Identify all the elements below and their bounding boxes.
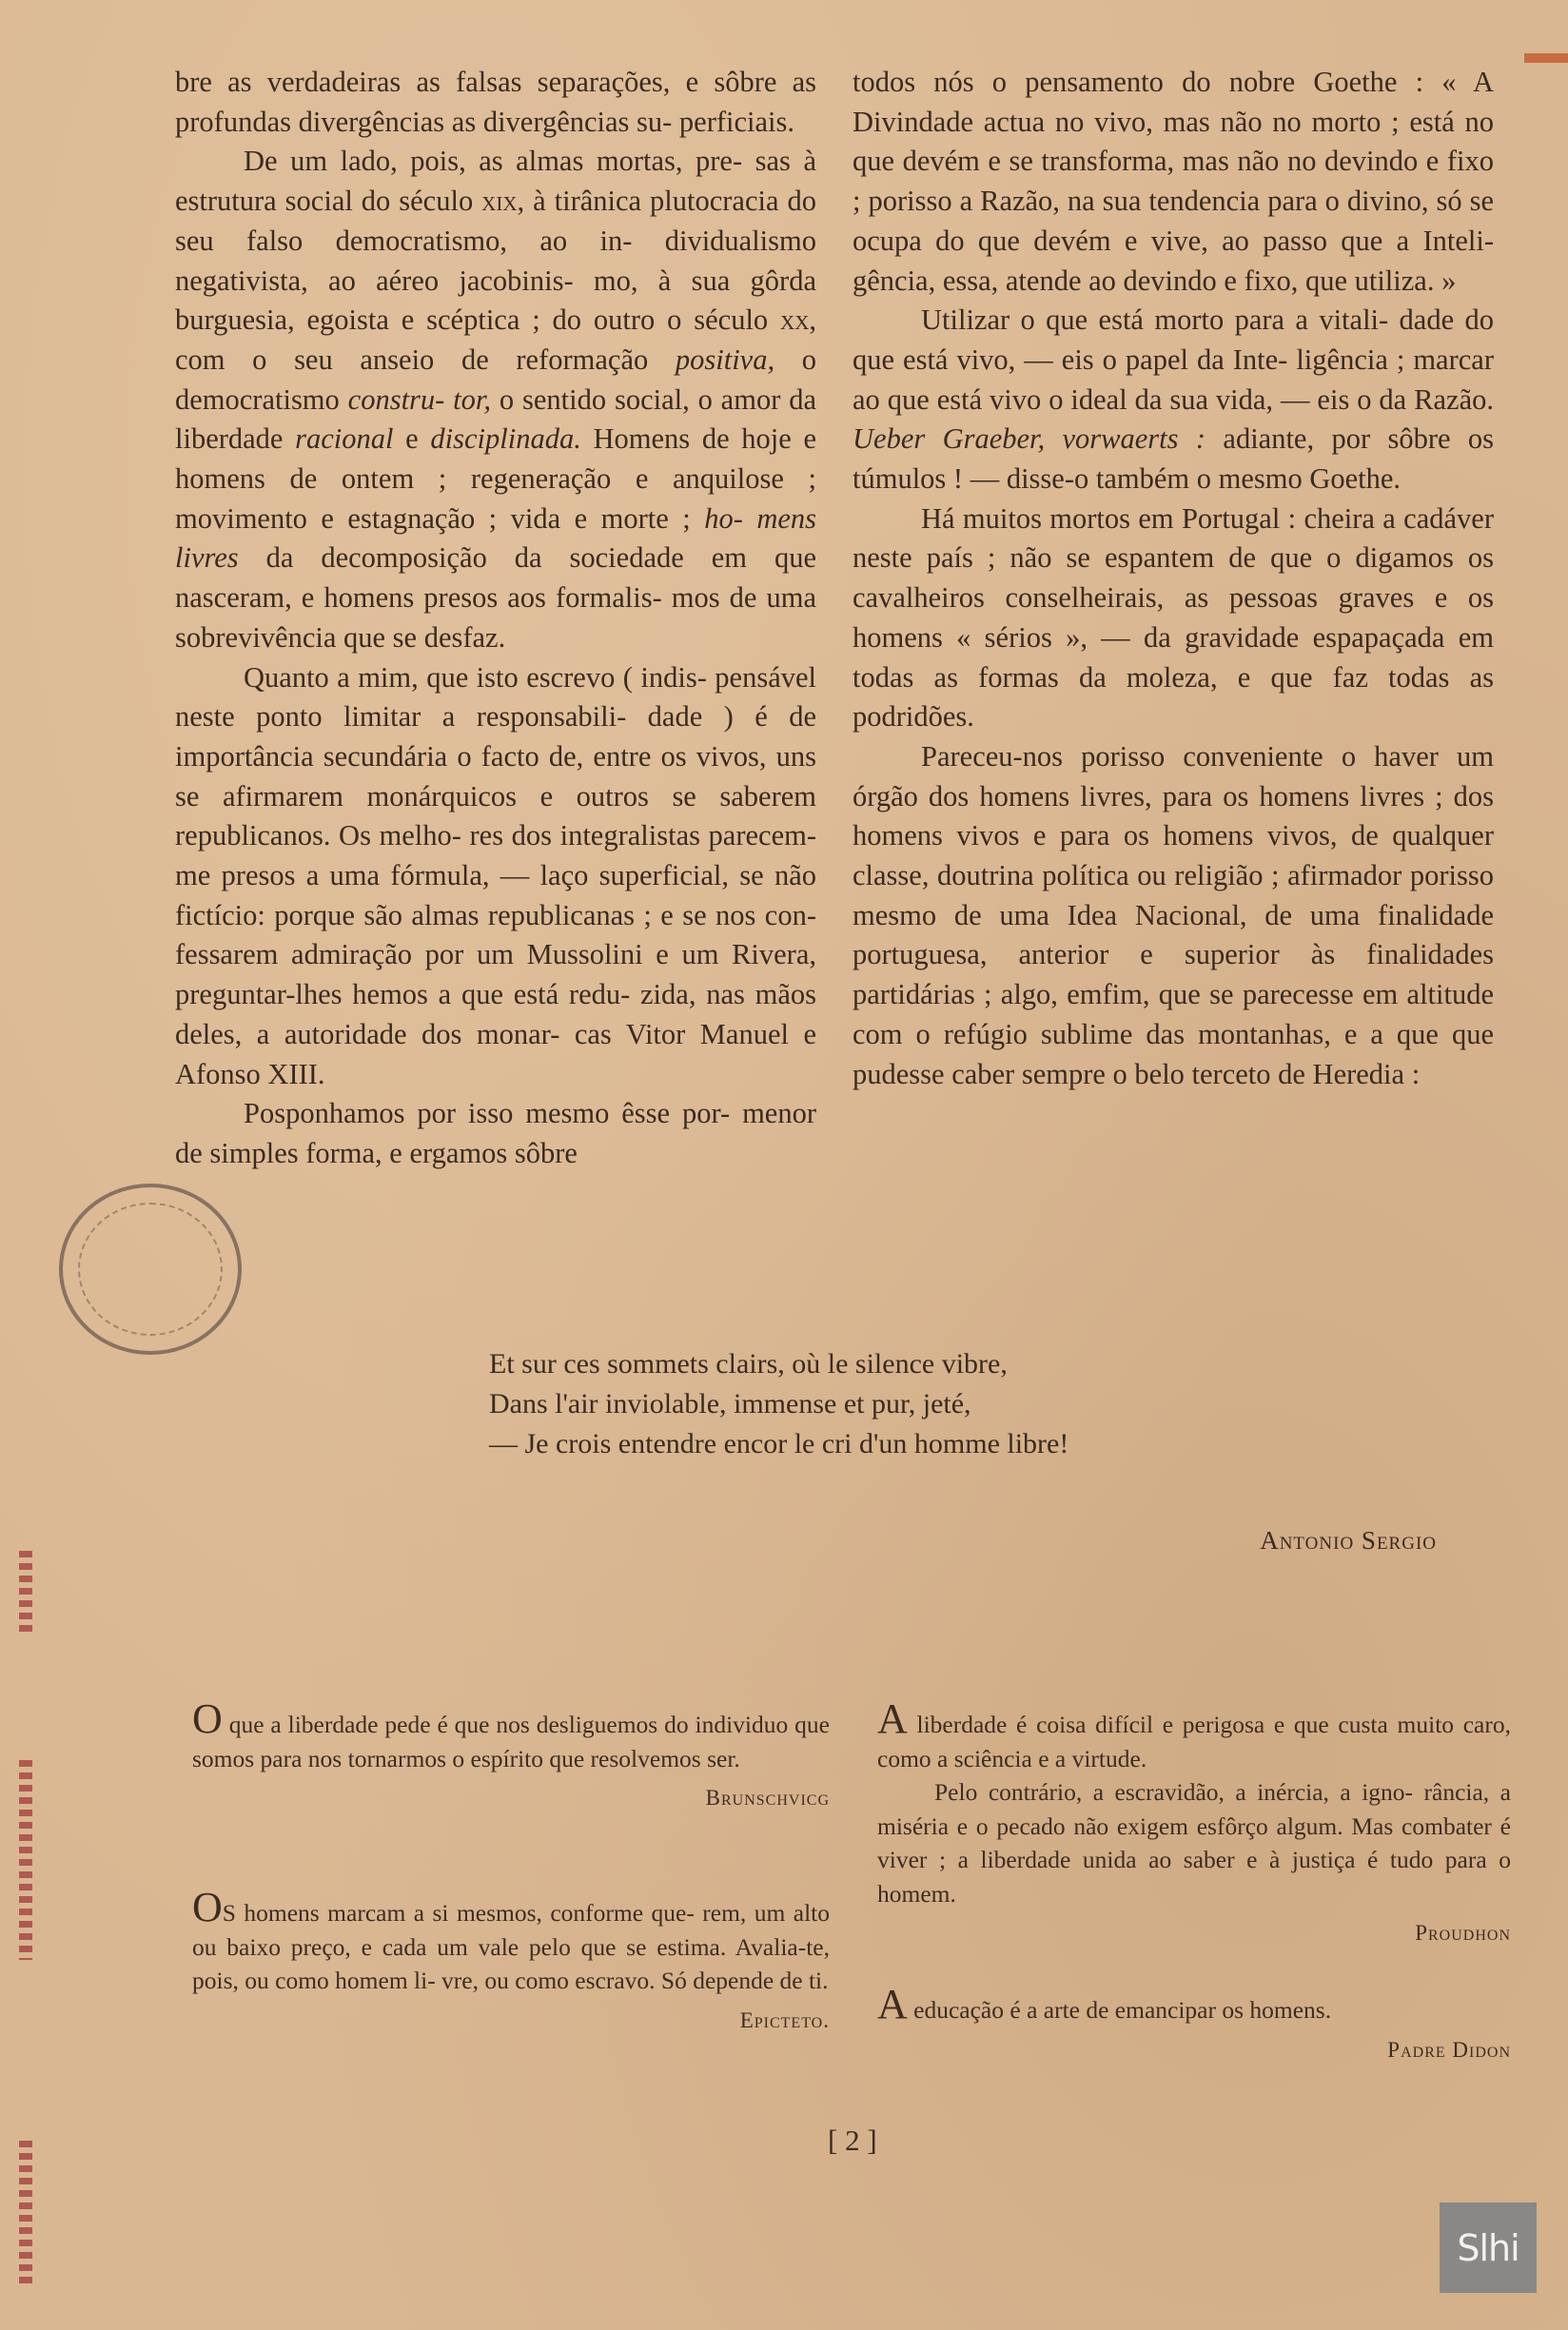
verse-line: Dans l'air inviolable, immense et pur, jeté, [489,1388,971,1420]
quote-text: Pelo contrário, a escravidão, a inércia, a igno- rância, a miséria e o pecado não exigem esfôrço algum. Mas combater é viver ; a liberdade unida ao saber e à justiça é tudo para o homem. [877,1778,1511,1908]
quote-attribution: Epicteto. [739,2007,830,2032]
quote-text: liberdade é coisa difícil e perigosa e que custa muito caro, como a sciência e a virtude. [877,1711,1511,1772]
archive-logo: Slhi [1440,2203,1537,2293]
page-number: [ 2 ] [828,2124,877,2157]
quote-text: que a liberdade pede é que nos desliguemos do individuo que somos para nos tornarmos o espírito que resolvemos ser. [192,1711,830,1772]
paragraph: Posponhamos por isso mesmo êsse por- menor de simples forma, e ergamos sôbre [175,1097,816,1169]
quote-attribution: Brunschvicg [705,1786,830,1810]
quote-text: S homens marcam a si mesmos, conforme que- rem, um alto ou baixo preço, e cada um vale pelo que se estima. Avalia-te, pois, ou como homem li- vre, ou como escravo. Só depende de ti. [192,1899,830,1994]
binding-mark [19,1551,32,1633]
drop-cap: O [192,1884,223,1930]
verse-line: — Je crois entendre encor le cri d'un homme libre! [489,1428,1069,1459]
verse-block [489,1344,1068,1464]
right-text-column [853,63,1494,1094]
paragraph: Pareceu-nos porisso conveniente o haver um órgão dos homens livres, para os homens livres ; dos homens vivos e para os homens vivos, de qualquer classe, doutrina política ou religião ; afirmador porisso mesmo de uma Idea Nacional, de uma finalidade portuguesa, anterior e superior às finalidades partidárias ; algo, emfim, que se parecesse em altitude com o refúgio sublime das montanhas, e a que que pudesse caber sempre o belo terceto de Heredia : [853,739,1494,1090]
quote-didon [877,1981,1511,2066]
quote-epicteto [192,1884,830,2037]
quote-attribution: Padre Didon [1387,2037,1511,2062]
paragraph: Quanto a mim, que isto escrevo ( indis- pensável neste ponto limitar a responsabili- dade ) é de importância secundária o facto de, entre os vivos, uns se afirmarem monárquicos e outros se saberem republicanos. Os melho- res dos integralistas parecem-me presos a uma fórmula, — laço superficial, se não fictício: porque são almas republicanas ; e se nos con- fessarem admiração por um Mussolini e um Rivera, preguntar-lhes hemos a que está redu- zida, nas mãos deles, a autoridade dos monar- cas Vitor Manuel e Afonso XIII. [175,660,816,1090]
quote-proudhon [877,1695,1511,1950]
drop-cap: A [877,1981,908,2027]
article-author: Antonio Sergio [1260,1526,1437,1555]
binding-mark [19,1760,32,1960]
binding-mark [19,2141,32,2283]
paragraph: De um lado, pois, as almas mortas, pre- sas à estrutura social do século xix, à tirânica plutocracia do seu falso democratismo, ao in- dividualismo negativista, ao aéreo jacobinis- mo, à sua gôrda burguesia, egoista e scéptica ; do outro o século xx, com o seu anseio de reformação positiva, o democratismo constru- tor, o sentido social, o amor da liberdade racional e disciplinada. Homens de hoje e homens de ontem ; regeneração e anquilose ; movimento e estagnação ; vida e morte ; ho- mens livres da decomposição da sociedade em que nasceram, e homens presos aos formalis- mos de uma sobrevivência que se desfaz. [175,145,817,654]
library-stamp [59,1184,242,1355]
left-text-column [175,63,816,1174]
drop-cap: O [192,1695,223,1742]
drop-cap: A [877,1695,908,1742]
paragraph: todos nós o pensamento do nobre Goethe : « A Divindade actua no vivo, mas não no morto ; está no que devém e se transforma, mas não no devindo e fixo ; porisso a Razão, na sua tendencia para o divino, só se ocupa do que devém e vive, ao passo que a Inteli- gência, essa, atende ao devindo e fixo, que utiliza. » [853,66,1494,297]
paragraph: Há muitos mortos em Portugal : cheira a cadáver neste país ; não se espantem de que o digamos os cavalheiros conselheirais, as pessoas graves e os homens « sérios », — da gravidade espapaçada em todas as formas da moleza, e que faz todas as podridões. [853,501,1494,734]
quote-text: educação é a arte de emancipar os homens. [913,1996,1332,2024]
quote-attribution: Proudhon [1415,1921,1511,1945]
edge-color-strip [1524,53,1568,63]
verse-line: Et sur ces sommets clairs, où le silence vibre, [489,1348,1008,1380]
paragraph: bre as verdadeiras as falsas separações, e sôbre as profundas divergências as divergências su- perficiais. [175,66,816,138]
quote-brunschvicg [192,1695,830,1815]
paragraph: Utilizar o que está morto para a vitali- dade do que está vivo, — eis o papel da Inte- ligência ; marcar ao que está vivo o ideal da sua vida, — eis o da Razão. Ueber Graeber, vorwaerts : adiante, por sôbre os túmulos ! — disse-o também o mesmo Goethe. [853,303,1494,496]
